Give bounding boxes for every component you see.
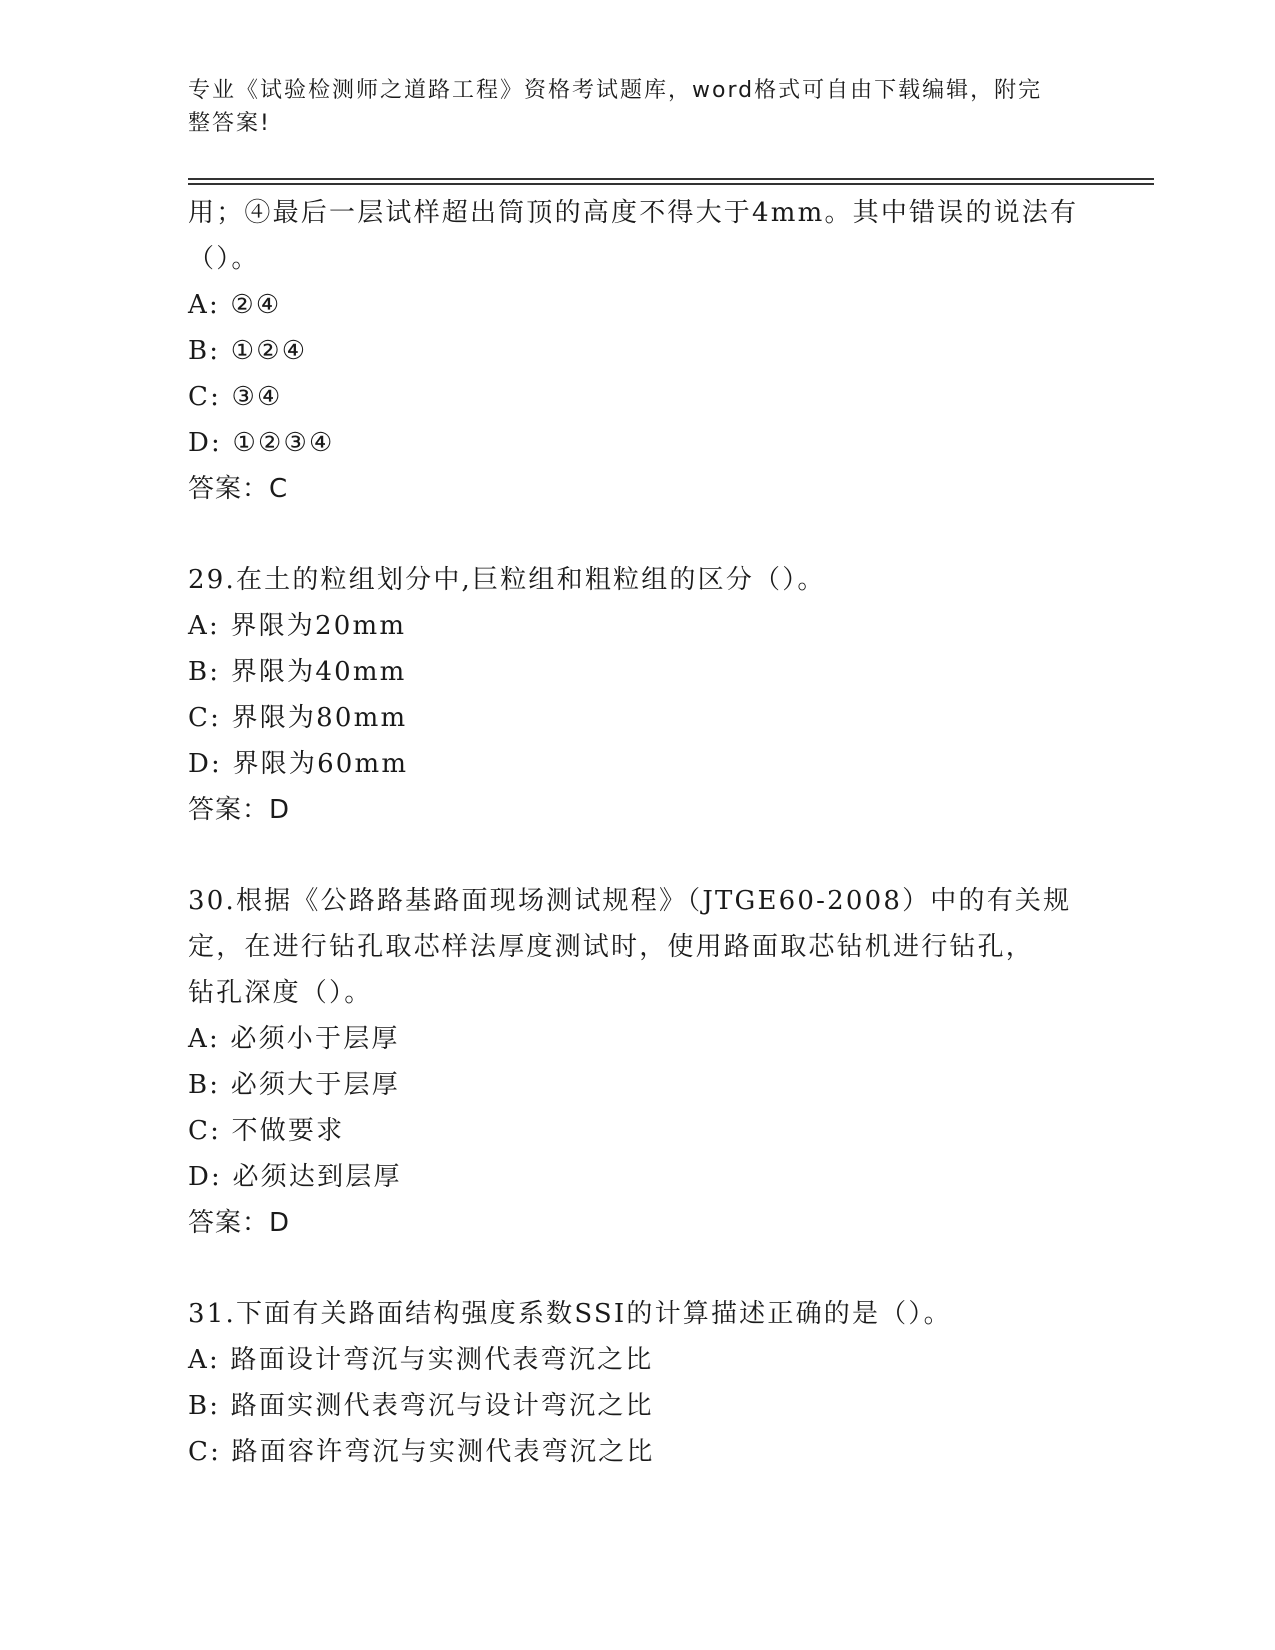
page-header [188,74,1068,140]
option-b: B: 必须大于层厚 [188,1070,400,1100]
option-d: D: 界限为60mm [188,749,409,779]
question-stem-line: 钻孔深度（）。 [188,978,373,1008]
question-stem-line: 定，在进行钻孔取芯样法厚度测试时，使用路面取芯钻机进行钻孔， [188,932,1035,962]
option-b: B: 路面实测代表弯沉与设计弯沉之比 [188,1391,654,1421]
header-line-1: 专业《试验检测师之道路工程》资格考试题库，word格式可自由下载编辑，附完 [188,78,1043,103]
question-block [188,878,1088,1246]
option-c: C: 路面容许弯沉与实测代表弯沉之比 [188,1437,655,1467]
question-block [188,190,1088,512]
header-line-2: 整答案! [188,111,271,136]
option-a: A: 必须小于层厚 [188,1024,400,1054]
question-block [188,557,1088,833]
answer-line: 答案：D [188,1208,291,1238]
question-stem-line: 30.根据《公路路基路面现场测试规程》（JTGE60-2008）中的有关规 [188,886,1072,916]
answer-line: 答案：C [188,474,289,504]
option-b: B: ①②④ [188,336,308,366]
option-d: D: ①②③④ [188,428,335,458]
question-stem-line: 用；④最后一层试样超出筒顶的高度不得大于4mm。其中错误的说法有 [188,198,1079,228]
option-a: A: 界限为20mm [188,611,407,641]
option-c: C: 界限为80mm [188,703,408,733]
option-d: D: 必须达到层厚 [188,1162,402,1192]
question-list [188,190,1088,1475]
question-stem-line: 29.在土的粒组划分中,巨粒组和粗粒组的区分（）。 [188,565,826,595]
option-c: C: ③④ [188,382,283,412]
question-stem-line: 31.下面有关路面结构强度系数SSI的计算描述正确的是（）。 [188,1299,952,1329]
question-block [188,1291,1088,1475]
option-c: C: 不做要求 [188,1116,345,1146]
option-a: A: ②④ [188,290,282,320]
question-stem-line: （）。 [188,244,260,274]
header-rule-top [188,178,1154,180]
header-rule-bottom [188,183,1154,185]
answer-line: 答案：D [188,795,291,825]
option-b: B: 界限为40mm [188,657,407,687]
option-a: A: 路面设计弯沉与实测代表弯沉之比 [188,1345,654,1375]
